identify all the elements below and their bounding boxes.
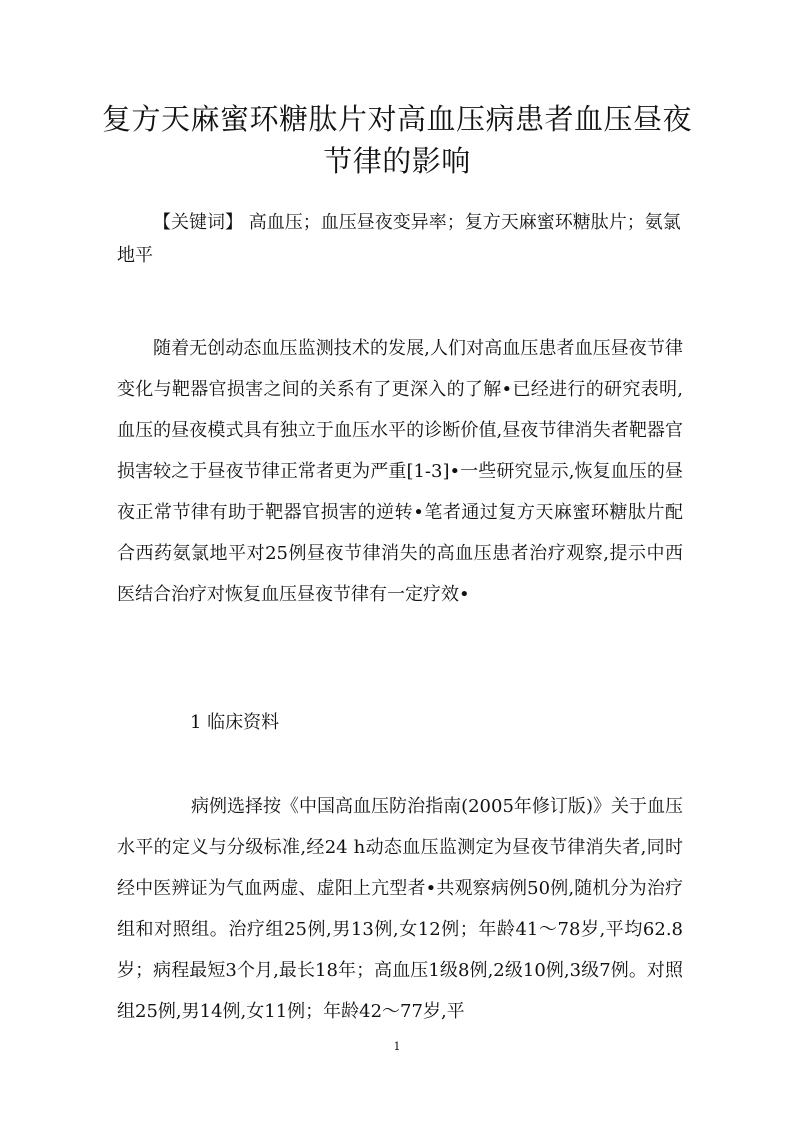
clinical-data-paragraph: 病例选择按《中国高血压防治指南(2005年修订版)》关于血压水平的定义与分级标准,经24 h动态血压监测定为昼夜节律消失者,同时经中医辨证为气血两虚、虚阳上亢型者•共观察病例50例,随机分为治疗组和对照组。治疗组25例,男13例,女12例；年龄41～78岁,平均62.8岁；病程最短3个月,最长18年；高血压1级8例,2级10例,3级7例。对照组25例,男14例,女11例；年龄42～77岁,平 — [117, 796, 683, 1022]
document-title: 复方天麻蜜环糖肽片对高血压病患者血压昼夜节律的影响 — [101, 102, 692, 178]
page-number: 1 — [393, 1040, 401, 1053]
keywords-text: 高血压；血压昼夜变异率；复方天麻蜜环糖肽片；氨氯地平 — [117, 212, 681, 266]
keywords-paragraph — [117, 206, 683, 272]
intro-paragraph: 随着无创动态血压监测技术的发展,人们对高血压患者血压昼夜节律变化与靶器官损害之间的关系有了更深入的了解•已经进行的研究表明,血压的昼夜模式具有独立于血压水平的诊断价值,昼夜节律消失者靶器官损害较之于昼夜节律正常者更为严重[1-3]•一些研究显示,恢复血压的昼夜正常节律有助于靶器官损害的逆转•笔者通过复方天麻蜜环糖肽片配合西药氨氯地平对25例昼夜节律消失的高血压患者治疗观察,提示中西医结合治疗对恢复血压昼夜节律有一定疗效• — [117, 338, 683, 605]
section-heading: 1 临床资料 — [190, 712, 280, 733]
keywords-label: 【关键词】 — [153, 212, 243, 233]
